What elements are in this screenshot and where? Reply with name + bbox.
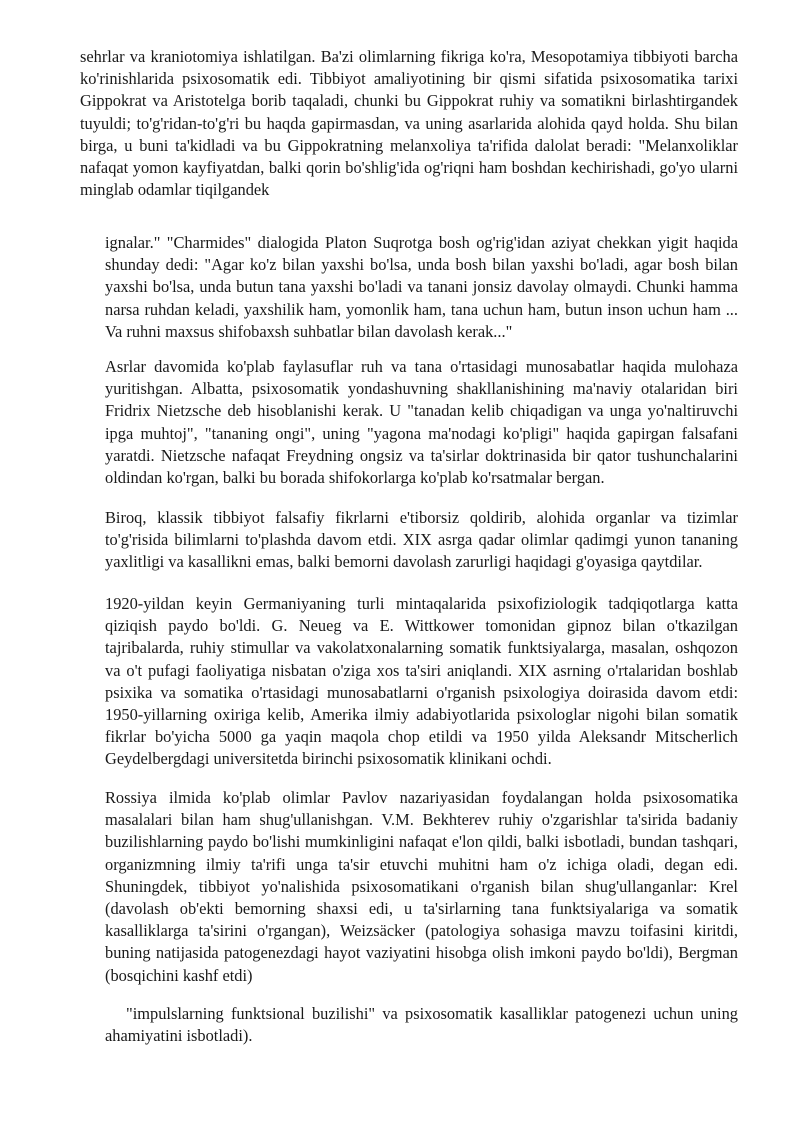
paragraph-impulses: "impulslarning funktsional buzilishi" va psixosomatik kasalliklar patogenezi uchun uning ahamiyatini isbotladi). <box>105 1004 738 1046</box>
paragraph-mesopotamia-hippocrates: sehrlar va kraniotomiya ishlatilgan. Ba'zi olimlarning fikriga ko'ra, Mesopotamiya tibbiyoti barcha ko'rinishlarida psixosomatik edi. Tibbiyot amaliyotining bir qismi sifatida psixosomatika tarixi Gippokrat va Aristotelga borib taqaladi, chunki bu Gippokrat ruhiy va somatikni birlashtirgandek tuyuldi; to'g'ridan-to'g'ri bu haqda gapirmasdan, va uning asarlarida alohida qayd holda. Shu bilan birga, u buni ta'kidladi va bu Gippokratning melanxoliya ta'rifida dalolat beradi: "Melanxoliklar nafaqat yomon kayfiyatdan, balki qorin bo'shlig'ida og'riqni ham boshdan kechirishadi, go'yo ularni minglab odamlar tiqilgandek <box>80 47 738 200</box>
paragraph-nietzsche: Asrlar davomida ko'plab faylasuflar ruh va tana o'rtasidagi munosabatlar haqida mulohaza yuritishgan. Albatta, psixosomatik yondashuvning shakllanishining ma'naviy otalaridan biri Fridrix Nietzsche deb hisoblanishi kerak. U "tanadan kelib chiqadigan va unga yo'naltiruvchi ipga muhtoj", "tananing ongi", uning "yagona ma'nodagi ko'pligi" haqida gapirgan falsafani yaratdi. Nietzsche nafaqat Freydning ongsiz va ta'sirlar doktrinasida bir qator tushunchalarini oldindan ko'rgan, balki bu borada shifokorlarga ko'plab ko'rsatmalar bergan. <box>105 357 738 488</box>
paragraph-russian-science: Rossiya ilmida ko'plab olimlar Pavlov nazariyasidan foydalangan holda psixosomatika masalalari bilan ham shug'ullanishgan. V.M. Bekhterev ruhiy o'zgarishlar ta'sirida badaniy buzilishlarning paydo bo'lishi mumkinligini nafaqat e'lon qildi, balki isbotladi, bundan tashqari, organizmning ilmiy ta'rifi unga ta'sir etuvchi muhitni ham o'z ichiga oladi, degan edi. Shuningdek, tibbiyot yo'nalishida psixosomatikani o'rganish bilan shug'ullanganlar: Krel (davolash ob'ekti bemorning shaxsi edi, u ta'sirlarning tana funktsiyalariga va somatik kasalliklarga ta'sirini o'rgangan), Weizsäcker (patologiya sohasiga mavzu toifasini kiritdi, buning natijasida patogenezdagi hayot vaziyatini hisobga olish imkoni paydo bo'ldi), Bergman (bosqichini kashf etdi) <box>105 788 738 985</box>
paragraph-plato-charmides: ignalar." "Charmides" dialogida Platon Suqrotga bosh og'rig'idan aziyat chekkan yigit haqida shunday dedi: "Agar ko'z bilan yaxshi bo'lsa, unda bosh bilan yaxshi bo'ladi, agar bosh bilan yaxshi bo'lsa, unda butun tana yaxshi bo'ladi va tanani jonsiz davolay olmaydi. Chunki hamma narsa ruhdan keladi, yaxshilik ham, yomonlik ham, tana uchun ham, butun inson uchun ham ... Va ruhni maxsus shifobaxsh suhbatlar bilan davolash kerak..." <box>105 233 738 341</box>
paragraph-germany-1920: 1920-yildan keyin Germaniyaning turli mintaqalarida psixofiziologik tadqiqotlarga katta qiziqish paydo bo'ldi. G. Neueg va E. Wittkower tomonidan gipnoz bilan o'tkazilgan tajribalarda, ruhiy stimullar va vakolatxonalarning somatik funktsiyalarga, masalan, oshqozon va o't pufagi faoliyatiga nisbatan o'ziga xos ta'siri aniqlandi. XIX asrning o'rtalaridan boshlab psixika va somatika o'rtasidagi munosabatlarni o'rganish psixologiya doirasida davom etdi: 1950-yillarning oxiriga kelib, Amerika ilmiy adabiyotlarida psixologlar nigohi bilan somatik fikrlar bo'yicha 5000 ga yaqin maqola chop etildi va 1950 yilda Aleksandr Mitscherlich Geydelbergdagi universitetda birinchi psixosomatik klinikani ochdi. <box>105 594 738 769</box>
paragraph-classical-medicine: Biroq, klassik tibbiyot falsafiy fikrlarni e'tiborsiz qoldirib, alohida organlar va tizimlar to'g'risida bilimlarni to'plashda davom etdi. XIX asrga qadar olimlar qadimgi yunon tananing yaxlitligi va kasallikni emas, balki bemorni davolash zarurligi haqidagi g'oyasiga qaytdilar. <box>105 508 738 572</box>
